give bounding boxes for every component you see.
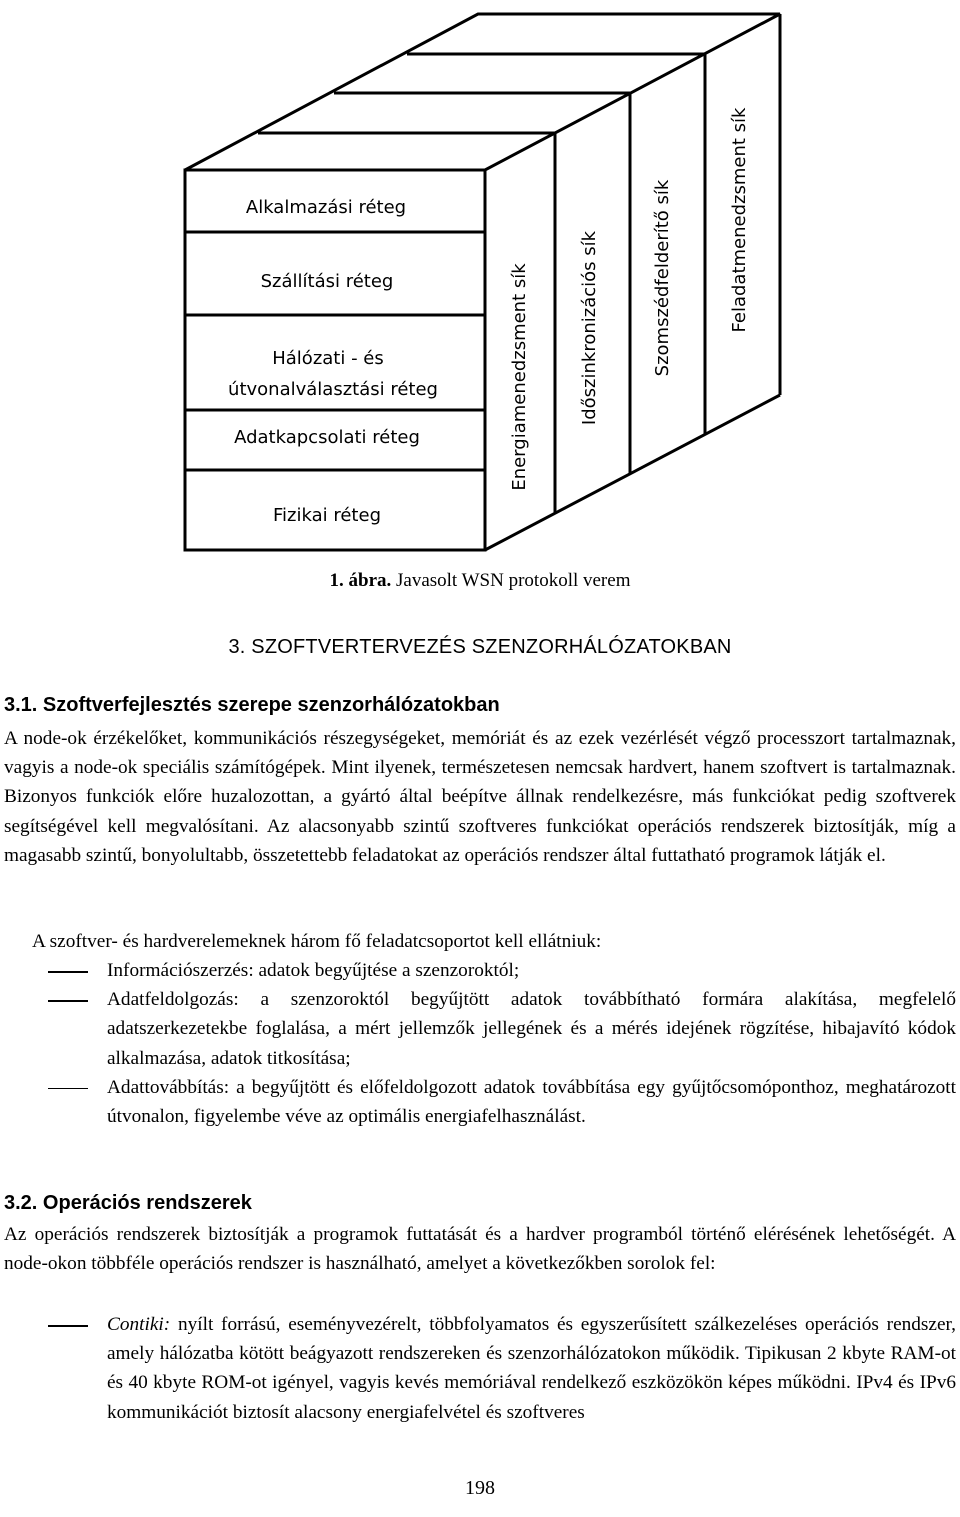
list-item-text: Adattovábbítás: a begyűjtött és előfeldolgozott adatok továbbítása egy gyűjtőcsomóponthoz, meghatározott útvonalon, figyelembe véve az optimális energiafelhasználást. xyxy=(107,1076,956,1128)
list-item xyxy=(0,1310,960,1427)
figure-caption xyxy=(0,570,960,592)
layer-label-datalink: Adatkapcsolati réteg xyxy=(234,427,420,448)
layer-label-application: Alkalmazási réteg xyxy=(245,197,407,218)
protocol-stack-diagram xyxy=(0,0,960,560)
dash-bullet xyxy=(48,1088,88,1090)
subsection-title-3-1: 3.1. Szoftverfejlesztés szerepe szenzorhálózatokban xyxy=(4,694,500,716)
caption-text: Javasolt WSN protokoll verem xyxy=(391,570,631,591)
page-number: 198 xyxy=(465,1477,495,1499)
list-item-text: Információszerzés: adatok begyűjtése a szenzoroktól; xyxy=(107,960,520,981)
paragraph-3-1-intro-serif: A node-ok érzékelőket, kommunikációs részegységeket, memóriát és az ezek vezérlését végző processzort tartalmaznak, vagyis a node-ok speciális számítógépek. Mint ilyenek, természetesen nemcsak hardvert, hanem szoftvert is tartalmaznak. xyxy=(4,728,956,779)
os-description: nyílt forrású, eseményvezérelt, többfolyamatos és egyszerűsített szálkezeléses operációs rendszer, amely hálózatba kötött beágyazott rendszereken és szenzorhálózatokon működik. Tipikusan 2 kbyte RAM-ot és 40 kbyte ROM-ot igényel, vagyis kevés memóriával rendelkező eszközökön képes működni. IPv4 és IPv6 kommunikációt biztosít alacsony energiafelvétel és szoftveres xyxy=(107,1314,956,1423)
list-item xyxy=(0,1073,960,1131)
dash-bullet xyxy=(48,1000,88,1002)
layer-label-network-2: útvonalválasztási réteg xyxy=(228,379,438,400)
os-list xyxy=(0,1310,960,1427)
layer-label-network-1: Hálózati - és xyxy=(272,348,384,369)
os-name: Contiki: xyxy=(107,1314,171,1335)
paragraph-3-1-intro-tail: Az alacsonyabb szintű szoftveres funkciókat operációs rendszerek biztosítják, míg a magasabb szintű, bonyolultabb, összetettebb feladatokat az operációs rendszer által futtatható programok látják el. xyxy=(4,815,956,866)
task-list xyxy=(0,956,960,1131)
caption-label: 1. ábra. xyxy=(329,570,392,591)
paragraph-3-1-intro xyxy=(4,724,956,870)
dash-bullet xyxy=(48,1325,88,1327)
dash-bullet xyxy=(48,971,88,973)
plane-label-timesync: Időszinkronizációs sík xyxy=(579,230,600,426)
plane-label-energy: Energiamenedzsment sík xyxy=(509,263,530,491)
paragraph-3-1-tasks: A szoftver- és hardverelemeknek három fő feladatcsoportot kell ellátniuk: xyxy=(32,931,602,952)
protocol-stack-figure xyxy=(0,0,960,560)
layer-label-physical: Fizikai réteg xyxy=(273,505,381,526)
plane-label-neighbor: Szomszédfelderítő sík xyxy=(652,179,673,377)
list-item xyxy=(0,985,960,1073)
paragraph-3-2-intro: Az operációs rendszerek biztosítják a programok futtatását és a hardver programból történő elérésének lehetőségét. A node-okon többféle operációs rendszer is használható, amelyet a következőkben sorolok fel: xyxy=(4,1224,956,1275)
layer-label-transport: Szállítási réteg xyxy=(260,271,394,292)
list-item xyxy=(0,956,960,985)
plane-label-task: Feladatmenedzsment sík xyxy=(729,107,750,333)
list-item-text: Adatfeldolgozás: a szenzoroktól begyűjtött adatok továbbítható formára alakítása, megfelelő adatszerkezetekbe foglalása, a mért jellemzők jellegének és a mérés idejének rögzítése, hibajavító kódok alkalmazása, adatok titkosítása; xyxy=(107,989,956,1069)
paragraph-3-1-intro-mid: Bizonyos funkciók előre huzalozottan, a gyártó által beépítve állnak rendelkezésre, más funkciókat pedig szoftverek segítségével kell megvalósítani. xyxy=(4,786,956,837)
section-title: 3. SZOFTVERTERVEZÉS SZENZORHÁLÓZATOKBAN xyxy=(228,636,732,658)
subsection-title-3-2: 3.2. Operációs rendszerek xyxy=(4,1192,252,1214)
